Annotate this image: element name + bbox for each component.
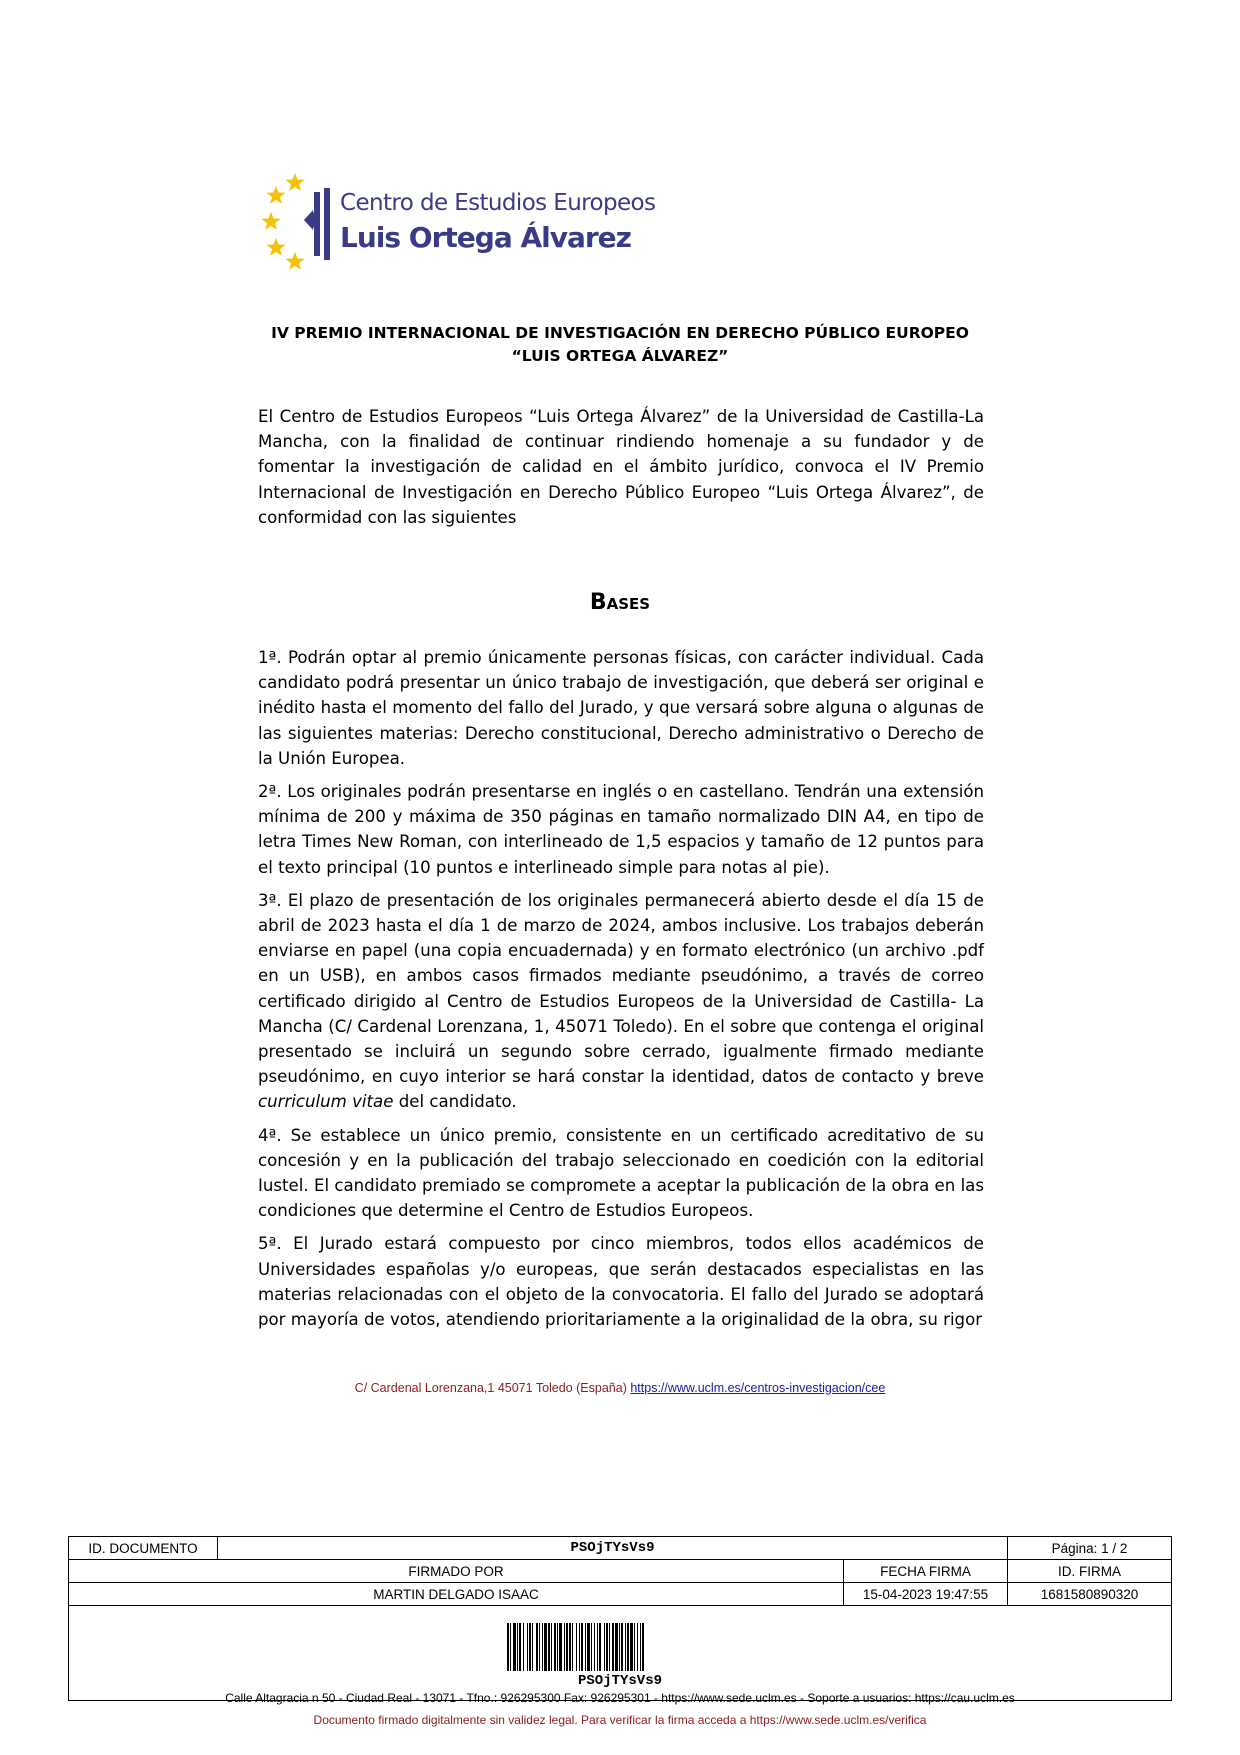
barcode-bar bbox=[542, 1623, 543, 1671]
logo-star bbox=[267, 238, 286, 256]
firmado-por-value: MARTIN DELGADO ISAAC bbox=[69, 1583, 844, 1606]
base-1: 1ª. Podrán optar al premio únicamente personas físicas, con carácter individual. Cada candidato podrá presentar un único trabajo de investigación, que deberá ser original e inédito hasta el momento del fallo del Jurado, y que versará sobre alguna o algunas de las siguientes materias: Derecho constitucional, Derecho administrativo o Derecho de la Unión Europea. bbox=[258, 648, 984, 768]
barcode-bar bbox=[604, 1623, 605, 1671]
signature-table bbox=[68, 1536, 1172, 1701]
barcode-bar bbox=[576, 1623, 577, 1671]
id-documento-label: ID. DOCUMENTO bbox=[69, 1537, 218, 1560]
barcode-bar bbox=[564, 1623, 565, 1671]
base-5: 5ª. El Jurado estará compuesto por cinco miembros, todos ellos académicos de Universidades españolas y/o europeas, que serán destacados especialistas en las materias relacionadas con el objeto de la convocatoria. El fallo del Jurado se adoptará por mayoría de votos, atendiendo prioritariamente a la originalidad de la obra, su rigor bbox=[258, 1234, 984, 1330]
id-firma-label: ID. FIRMA bbox=[1008, 1560, 1172, 1583]
logo-star bbox=[286, 252, 305, 270]
base-3-italic: curriculum vitae bbox=[258, 1092, 394, 1112]
barcode-bar bbox=[625, 1623, 626, 1671]
barcode-bar bbox=[548, 1623, 550, 1671]
barcode-bar bbox=[619, 1623, 620, 1671]
barcode-bar bbox=[612, 1623, 614, 1671]
barcode-caption: PSOjTYsVs9 bbox=[577, 1673, 662, 1689]
barcode-bar bbox=[597, 1623, 598, 1671]
logo-star bbox=[286, 173, 305, 191]
barcode-bar bbox=[587, 1623, 590, 1671]
barcode-bar bbox=[572, 1623, 573, 1671]
logo-text-name: Luis Ortega Álvarez bbox=[340, 221, 631, 254]
barcode-bar bbox=[510, 1623, 511, 1671]
logo-star bbox=[267, 186, 286, 204]
intro-text: El Centro de Estudios Europeos “Luis Ortega Álvarez” de la Universidad de Castilla-La Mancha, con la finalidad de continuar rindiendo homenaje a su fundador y de fomentar la investigación de calidad en el ámbito jurídico, convoca el IV Premio Internacional de Investigación en Derecho Público Europeo “Luis Ortega Álvarez”, de conformidad con las siguientes bbox=[258, 407, 984, 527]
barcode-bar bbox=[591, 1623, 592, 1671]
document-subtitle: “LUIS ORTEGA ÁLVAREZ” bbox=[511, 347, 729, 365]
sede-contact-line: Calle Altagracia n 50 - Ciudad Real - 13071 - Tfno.: 926295300 Fax: 926295301 - https://www.sede.uclm.es - Soporte a usuarios: https://cau.uclm.es bbox=[225, 1691, 1015, 1705]
fecha-firma-value: 15-04-2023 19:47:55 bbox=[844, 1583, 1008, 1606]
barcode-bar bbox=[536, 1623, 538, 1671]
barcode-bar bbox=[621, 1623, 623, 1671]
footer-address: C/ Cardenal Lorenzana,1 45071 Toledo (España) bbox=[354, 1381, 627, 1395]
page-number: Página: 1 / 2 bbox=[1008, 1537, 1172, 1560]
barcode-bar bbox=[594, 1623, 595, 1671]
barcode-bar bbox=[581, 1623, 583, 1671]
barcode-bar bbox=[609, 1623, 610, 1671]
barcode-bar bbox=[519, 1623, 521, 1671]
barcode-bar bbox=[544, 1623, 547, 1671]
barcode-bar bbox=[585, 1623, 586, 1671]
signature-row-id bbox=[69, 1537, 1172, 1560]
barcode-bar bbox=[615, 1623, 618, 1671]
barcode-bar bbox=[566, 1623, 568, 1671]
signature-row-values bbox=[69, 1583, 1172, 1606]
barcode-bar bbox=[554, 1623, 556, 1671]
barcode-bar bbox=[551, 1623, 552, 1671]
barcode-bar bbox=[569, 1623, 571, 1671]
barcode-bar bbox=[507, 1623, 509, 1671]
barcode-bar bbox=[634, 1623, 635, 1671]
base-3-end: del candidato. bbox=[393, 1092, 517, 1112]
logo-text-centro: Centro de Estudios Europeos bbox=[340, 190, 656, 216]
barcode-bar bbox=[532, 1623, 533, 1671]
barcode-bar bbox=[527, 1623, 528, 1671]
signature-row-barcode bbox=[69, 1606, 1172, 1701]
page-footer bbox=[230, 1381, 1010, 1395]
barcode-bar bbox=[513, 1623, 516, 1671]
barcode-bar bbox=[627, 1623, 629, 1671]
barcode-bar bbox=[517, 1623, 518, 1671]
intro-paragraph bbox=[258, 404, 984, 530]
barcode-bar bbox=[637, 1623, 638, 1671]
barcode-cell bbox=[69, 1606, 1172, 1701]
base-3-text: 3ª. El plazo de presentación de los originales permanecerá abierto desde el día 15 de abril de 2023 hasta el día 1 de marzo de 2024, ambos inclusive. Los trabajos deberán enviarse en papel (una copia encuadernada) y en formato electrónico (un archivo .pdf en un USB), en ambos casos firmados mediante pseudónimo, a través de correo certificado dirigido al Centro de Estudios Europeos de la Universidad de Castilla- La Mancha (C/ Cardenal Lorenzana, 1, 45071 Toledo). En el sobre que contenga el original presentado se incluirá un segundo sobre cerrado, igualmente firmado mediante pseudónimo, en cuyo interior se hará constar la identidad, datos de contacto y breve bbox=[258, 890, 984, 1087]
barcode-bar bbox=[606, 1623, 608, 1671]
signature-row-headers bbox=[69, 1560, 1172, 1583]
barcode-bar bbox=[642, 1623, 644, 1671]
barcode-bar bbox=[579, 1623, 580, 1671]
verification-notice: Documento firmado digitalmente sin validez legal. Para verificar la firma acceda a https://www.sede.uclm.es/verifica bbox=[313, 1713, 927, 1727]
base-3 bbox=[258, 888, 984, 1115]
barcode-bar bbox=[557, 1623, 558, 1671]
barcode-icon bbox=[505, 1623, 735, 1671]
bases-list bbox=[258, 645, 984, 1340]
barcode-bar bbox=[559, 1623, 562, 1671]
document-title: IV PREMIO INTERNACIONAL DE INVESTIGACIÓN EN DERECHO PÚBLICO EUROPEO bbox=[271, 324, 969, 342]
logo-star bbox=[262, 212, 281, 230]
id-documento-value: PSOjTYsVs9 bbox=[218, 1537, 1008, 1560]
footer-link[interactable]: https://www.uclm.es/centros-investigacion/cee bbox=[630, 1381, 886, 1395]
barcode-bar bbox=[539, 1623, 540, 1671]
barcode-bar bbox=[640, 1623, 641, 1671]
base-4: 4ª. Se establece un único premio, consistente en un certificado acreditativo de su concesión y en la publicación del trabajo seleccionado en coedición con la editorial Iustel. El candidato premiado se compromete a aceptar la publicación de la obra en las condiciones que determine el Centro de Estudios Europeos. bbox=[258, 1125, 984, 1221]
fecha-firma-label: FECHA FIRMA bbox=[844, 1560, 1008, 1583]
barcode-bar bbox=[523, 1623, 524, 1671]
base-2: 2ª. Los originales podrán presentarse en inglés o en castellano. Tendrán una extensión mínima de 200 y máxima de 350 páginas en tamaño normalizado DIN A4, en tipo de letra Times New Roman, con interlineado de 1,5 espacios y tamaño de 12 puntos para el texto principal (10 puntos e interlineado simple para notas al pie). bbox=[258, 782, 984, 877]
bases-heading: Bases bbox=[589, 590, 651, 615]
institution-logo bbox=[258, 170, 656, 275]
logo-emblem-icon bbox=[258, 170, 340, 275]
id-firma-value: 1681580890320 bbox=[1008, 1583, 1172, 1606]
barcode-bar bbox=[529, 1623, 531, 1671]
firmado-por-label: FIRMADO POR bbox=[69, 1560, 844, 1583]
barcode-bar bbox=[630, 1623, 633, 1671]
barcode-bar bbox=[599, 1623, 601, 1671]
